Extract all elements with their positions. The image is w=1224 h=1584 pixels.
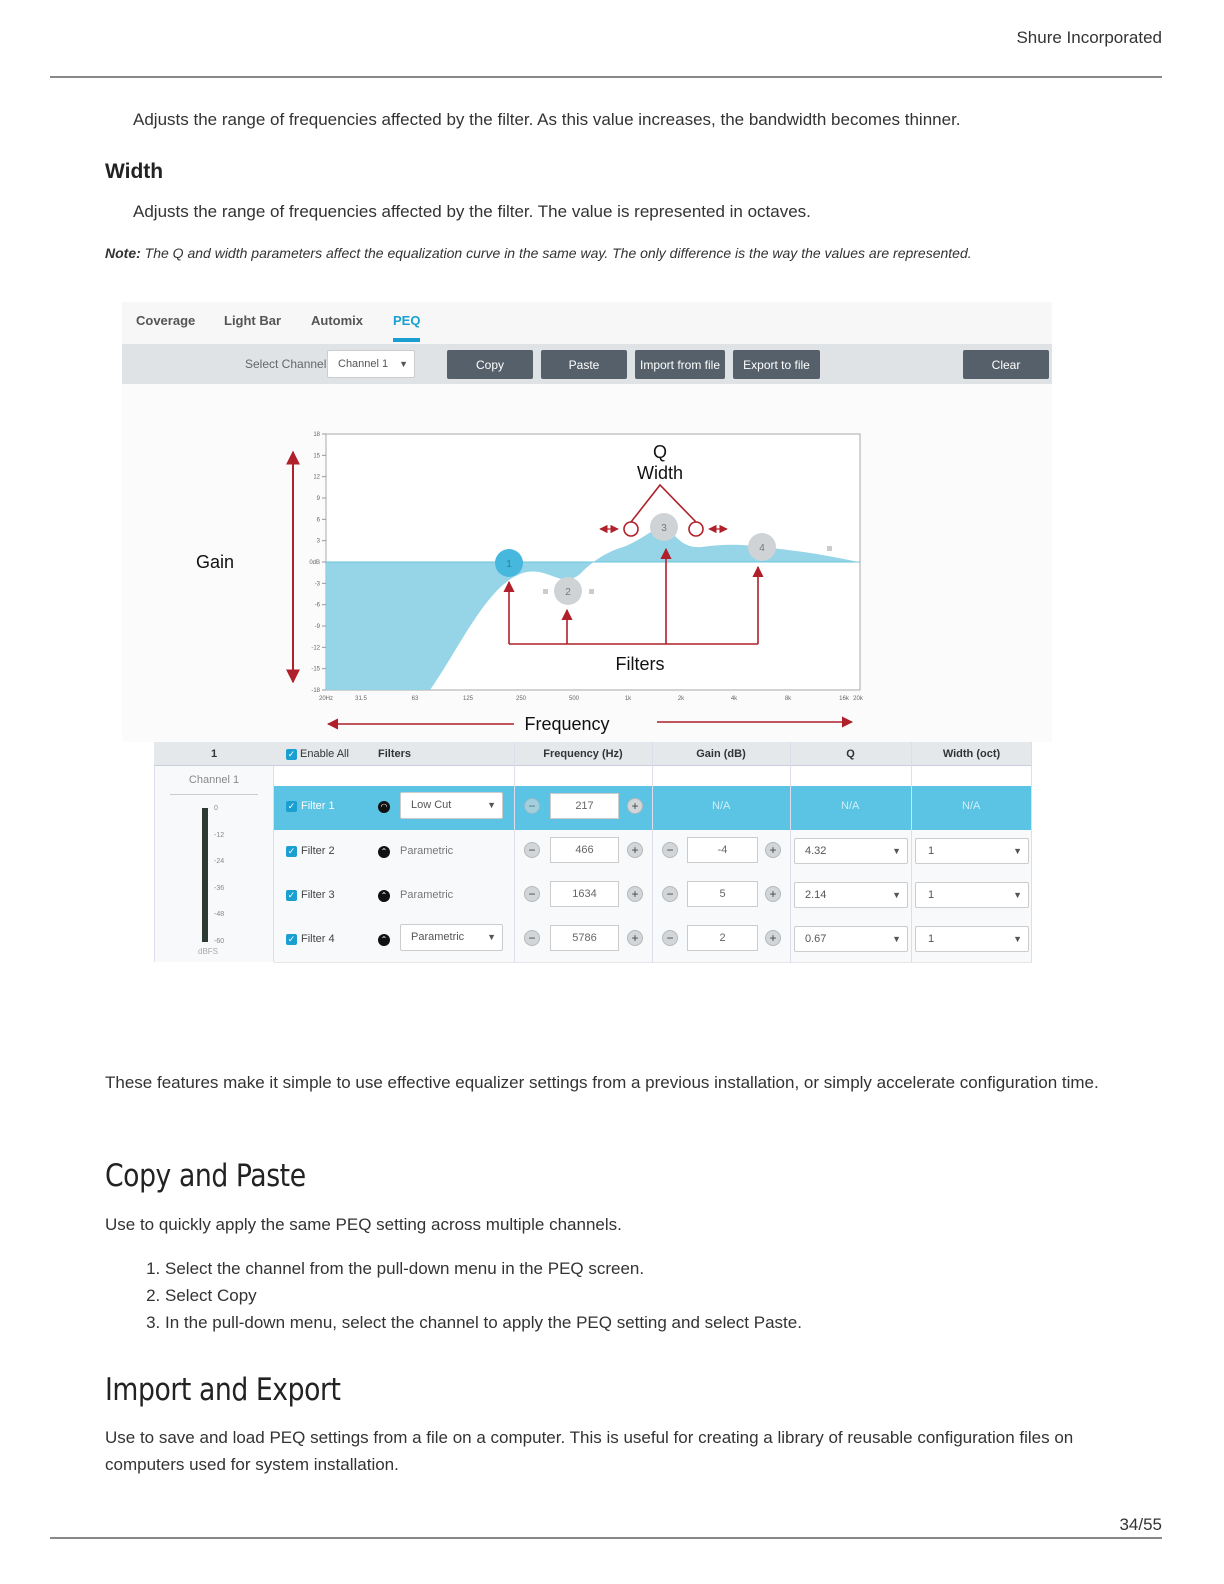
clear-button[interactable]: Clear bbox=[963, 350, 1049, 379]
filter-2-q-select[interactable] bbox=[794, 838, 908, 864]
y-tick-label: 0dB bbox=[309, 560, 320, 566]
copy-paste-steps bbox=[125, 1255, 1025, 1336]
note-label: Note: bbox=[105, 245, 141, 261]
q-label: Q bbox=[652, 442, 668, 462]
filter-2-width-select[interactable] bbox=[915, 838, 1029, 864]
copy-paste-heading: Copy and Paste bbox=[105, 1158, 306, 1194]
q-handle-right bbox=[689, 522, 703, 536]
select-channel-label: Select Channel bbox=[245, 357, 327, 371]
x-tick-label: 31.5 bbox=[355, 696, 367, 702]
filter-2-type: Parametric bbox=[400, 845, 454, 857]
filter-4-type-select[interactable] bbox=[400, 924, 503, 951]
node-2-handle-left bbox=[543, 589, 548, 594]
y-tick-label: -3 bbox=[314, 581, 320, 588]
export-button[interactable]: Export to file bbox=[733, 350, 820, 379]
tab-automix[interactable]: Automix bbox=[311, 313, 363, 328]
filter-2-freq-decrement[interactable]: − bbox=[524, 842, 540, 858]
col-sep-4 bbox=[911, 742, 912, 962]
chevron-down-icon: ▼ bbox=[892, 934, 901, 944]
peq-screenshot bbox=[122, 302, 1052, 972]
filter-2-gain-increment[interactable]: + bbox=[765, 842, 781, 858]
node-4-handle bbox=[827, 546, 832, 551]
filter-4-gain-decrement[interactable]: − bbox=[662, 930, 678, 946]
filter-4-width-value: 1 bbox=[928, 933, 935, 945]
filter-3-checkbox[interactable]: ✓ bbox=[287, 890, 296, 900]
meter-tick-label: 0 bbox=[214, 805, 218, 812]
y-tick-label: 12 bbox=[313, 474, 320, 481]
filter-3-freq-decrement[interactable]: − bbox=[524, 886, 540, 902]
filter-4-width-select[interactable] bbox=[915, 926, 1029, 952]
filter-3-freq-input[interactable]: 1634 bbox=[550, 881, 619, 907]
header-q: Q bbox=[846, 748, 855, 760]
footer-rule bbox=[50, 1537, 1162, 1539]
filter-1-gain: N/A bbox=[712, 800, 731, 812]
node-2-label: 2 bbox=[565, 587, 571, 598]
filter-table bbox=[154, 742, 1032, 962]
header-gain: Gain (dB) bbox=[696, 748, 746, 760]
tab-light-bar[interactable]: Light Bar bbox=[224, 313, 282, 328]
copy-paste-paragraph: Use to quickly apply the same PEQ setting across multiple channels. bbox=[105, 1215, 622, 1234]
filter-4-checkbox[interactable]: ✓ bbox=[287, 934, 296, 944]
import-button[interactable]: Import from file bbox=[635, 350, 725, 379]
meter-tick-label: -12 bbox=[214, 831, 225, 839]
y-tick-label: 9 bbox=[316, 496, 320, 502]
x-tick-label: 500 bbox=[568, 696, 580, 702]
filter-4-freq-decrement[interactable]: − bbox=[524, 930, 540, 946]
note-text: The Q and width parameters affect the equalization curve in the same way. The only difference is the way the values are represented. bbox=[144, 245, 972, 261]
page-number: 34/55 bbox=[1119, 1515, 1162, 1534]
filter-1-freq-decrement[interactable]: − bbox=[524, 798, 540, 814]
x-tick-label: 1k bbox=[624, 696, 632, 702]
paste-button[interactable]: Paste bbox=[541, 350, 627, 379]
q-description: Adjusts the range of frequencies affected by the filter. As this value increases, the bandwidth becomes thinner. bbox=[133, 110, 961, 129]
x-tick-label: 4k bbox=[730, 696, 738, 702]
filter-3-gain-decrement[interactable]: − bbox=[662, 886, 678, 902]
filter-1-type-select[interactable] bbox=[400, 792, 503, 819]
x-tick-label: 125 bbox=[462, 696, 474, 702]
chevron-down-icon: ▼ bbox=[399, 359, 408, 369]
filter-4-type-value: Parametric bbox=[411, 931, 465, 943]
y-tick-label: -15 bbox=[311, 666, 320, 673]
q-handle-left bbox=[624, 522, 638, 536]
channel-select-value: Channel 1 bbox=[338, 358, 389, 370]
col-sep-3 bbox=[790, 742, 791, 962]
filter-2-checkbox[interactable]: ✓ bbox=[287, 846, 296, 856]
y-tick-label: -12 bbox=[311, 645, 320, 652]
y-tick-label: -18 bbox=[311, 688, 320, 694]
filter-1-q: N/A bbox=[841, 800, 860, 812]
meter-tick-label: -24 bbox=[214, 858, 225, 865]
filter-2-gain-input[interactable]: -4 bbox=[687, 837, 758, 863]
chevron-down-icon: ▼ bbox=[487, 800, 496, 810]
filter-3-name: Filter 3 bbox=[301, 889, 335, 901]
x-tick-label: 2k bbox=[677, 696, 685, 702]
col-sep-5 bbox=[1031, 742, 1032, 962]
channel-name: Channel 1 bbox=[188, 774, 240, 786]
filter-2-name: Filter 2 bbox=[301, 845, 335, 857]
filter-2-gain-decrement[interactable]: − bbox=[662, 842, 678, 858]
filter-3-q-select[interactable] bbox=[794, 882, 908, 908]
filters-label: Filters bbox=[615, 654, 665, 674]
filter-4-freq-input[interactable]: 5786 bbox=[550, 925, 619, 951]
filter-2-freq-input[interactable]: 466 bbox=[550, 837, 619, 863]
x-axis-ticks bbox=[319, 696, 864, 702]
header-width: Width (oct) bbox=[942, 748, 1001, 760]
filter-1-freq-increment[interactable]: + bbox=[627, 798, 643, 814]
features-paragraph: These features make it simple to use effective equalizer settings from a previous installation, or simply accelerate configuration time. bbox=[105, 1073, 1099, 1092]
meter-tick-label: -48 bbox=[214, 911, 225, 918]
x-tick-label: 8k bbox=[784, 696, 792, 702]
width-description: Adjusts the range of frequencies affected by the filter. The value is represented in octaves. bbox=[133, 202, 811, 221]
header-company: Shure Incorporated bbox=[1016, 28, 1162, 47]
parametric-icon: ⌃ bbox=[378, 890, 390, 902]
eq-graph-area bbox=[122, 384, 1052, 742]
tab-bar bbox=[122, 302, 1052, 345]
filter-4-freq-increment[interactable]: + bbox=[627, 930, 643, 946]
filter-4-q-value: 0.67 bbox=[805, 933, 827, 945]
frequency-label: Frequency bbox=[524, 714, 610, 734]
y-axis-ticks bbox=[309, 432, 326, 694]
header-rule bbox=[50, 76, 1162, 78]
tab-peq[interactable]: PEQ bbox=[393, 313, 421, 328]
y-tick-label: -9 bbox=[314, 624, 320, 630]
import-export-paragraph: Use to save and load PEQ settings from a file on a computer. This is useful for creating a library of reusable configuration files on computers used for system installation. bbox=[105, 1428, 1074, 1474]
filter-2-q-value: 4.32 bbox=[805, 845, 827, 857]
x-tick-label: 250 bbox=[515, 696, 527, 702]
chevron-down-icon: ▼ bbox=[1013, 846, 1022, 856]
y-tick-label: 18 bbox=[313, 432, 320, 438]
filter-3-freq-increment[interactable]: + bbox=[627, 886, 643, 902]
filter-1-type-value: Low Cut bbox=[411, 799, 452, 811]
tab-coverage[interactable]: Coverage bbox=[136, 313, 196, 328]
x-tick-label: 16k bbox=[839, 696, 849, 702]
filter-3-width-value: 1 bbox=[928, 889, 935, 901]
step-2: 2. Select Copy bbox=[165, 1282, 1025, 1309]
peq-toolbar bbox=[122, 344, 1052, 385]
node-3-label: 3 bbox=[661, 523, 667, 534]
header-frequency: Frequency (Hz) bbox=[543, 748, 623, 760]
chevron-down-icon: ▼ bbox=[487, 932, 496, 942]
level-meter bbox=[202, 808, 208, 942]
y-tick-label: -6 bbox=[314, 602, 320, 609]
filter-1-freq-input[interactable]: 217 bbox=[550, 793, 619, 819]
eq-graph bbox=[122, 384, 1052, 742]
y-tick-label: 3 bbox=[316, 538, 320, 545]
channel-number: 1 bbox=[210, 748, 218, 760]
meter-tick-label: -36 bbox=[214, 884, 225, 892]
filter-2-width-value: 1 bbox=[928, 845, 935, 857]
channel-divider bbox=[170, 794, 258, 795]
filter-4-name: Filter 4 bbox=[301, 933, 335, 945]
enable-all-label: Enable All bbox=[300, 748, 349, 760]
col-sep-1 bbox=[514, 742, 515, 962]
x-tick-label: 20k bbox=[853, 696, 863, 702]
filter-3-width-select[interactable] bbox=[915, 882, 1029, 908]
chevron-down-icon: ▼ bbox=[1013, 934, 1022, 944]
col-sep-2 bbox=[652, 742, 653, 962]
filter-3-gain-input[interactable]: 5 bbox=[687, 881, 758, 907]
chevron-down-icon: ▼ bbox=[892, 890, 901, 900]
meter-unit: dBFS bbox=[198, 947, 219, 956]
x-tick-label: 20Hz bbox=[318, 696, 334, 702]
y-tick-label: 6 bbox=[316, 517, 320, 524]
step-1: 1. Select the channel from the pull-down menu in the PEQ screen. bbox=[165, 1255, 1025, 1282]
filter-2-freq-increment[interactable]: + bbox=[627, 842, 643, 858]
note bbox=[105, 245, 972, 261]
import-export-heading: Import and Export bbox=[105, 1372, 341, 1408]
filter-4-gain-increment[interactable]: + bbox=[765, 930, 781, 946]
channel-select[interactable] bbox=[327, 350, 415, 378]
low-cut-icon: ◠ bbox=[378, 801, 390, 813]
y-tick-label: 15 bbox=[313, 453, 320, 460]
copy-button[interactable]: Copy bbox=[447, 350, 533, 379]
filter-1-name: Filter 1 bbox=[301, 800, 335, 812]
chevron-down-icon: ▼ bbox=[892, 846, 901, 856]
parametric-icon: ⌃ bbox=[378, 934, 390, 946]
filter-1-checkbox[interactable]: ✓ bbox=[287, 801, 296, 811]
chevron-down-icon: ▼ bbox=[1013, 890, 1022, 900]
meter-tick-label: -60 bbox=[214, 937, 225, 945]
width-heading: Width bbox=[105, 160, 164, 183]
step-3: 3. In the pull-down menu, select the channel to apply the PEQ setting and select Paste. bbox=[165, 1309, 1025, 1336]
node-2-handle-right bbox=[589, 589, 594, 594]
parametric-icon: ⌃ bbox=[378, 846, 390, 858]
filter-4-q-select[interactable] bbox=[794, 926, 908, 952]
header-filters: Filters bbox=[378, 748, 412, 760]
node-1-label: 1 bbox=[506, 559, 512, 570]
filter-3-gain-increment[interactable]: + bbox=[765, 886, 781, 902]
filter-3-type: Parametric bbox=[400, 889, 454, 901]
x-tick-label: 63 bbox=[411, 696, 419, 702]
filter-4-gain-input[interactable]: 2 bbox=[687, 925, 758, 951]
node-4-label: 4 bbox=[759, 543, 765, 554]
active-tab-indicator bbox=[393, 338, 420, 342]
filter-1-width: N/A bbox=[962, 800, 981, 812]
gain-label: Gain bbox=[195, 552, 235, 572]
enable-all-checkbox[interactable]: ✓ bbox=[287, 749, 296, 759]
width-label: Width bbox=[636, 463, 684, 483]
filter-3-q-value: 2.14 bbox=[805, 889, 827, 901]
